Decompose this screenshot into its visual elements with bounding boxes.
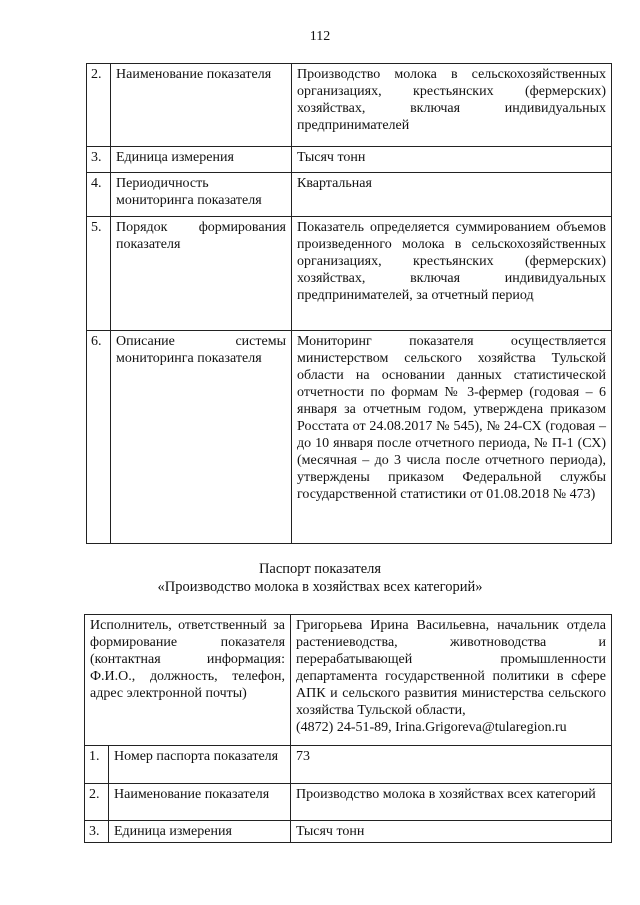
row-value: Тысяч тонн: [291, 821, 612, 843]
executor-info: Григорьева Ирина Васильевна, начальник отдела растениеводства, животноводства и перерабатывающей промышленности департамента государственной политики в сфере АПК и сельского развития министерства сельского хозяйства Тульской области,: [296, 618, 607, 718]
table-row: [87, 147, 612, 173]
executor-value: [291, 615, 612, 746]
passport-subtitle: «Производство молока в хозяйствах всех категорий»: [157, 579, 483, 595]
row-label: Единица измерения: [111, 147, 292, 173]
row-label: Номер паспорта показателя: [109, 746, 291, 784]
table-row: [87, 173, 612, 217]
table-row: [87, 331, 612, 544]
row-number: 5.: [87, 217, 111, 331]
row-number: 2.: [85, 784, 109, 821]
row-number: 1.: [85, 746, 109, 784]
row-label: Единица измерения: [109, 821, 291, 843]
row-label: Описание системы мониторинга показателя: [111, 331, 292, 544]
table-row: [85, 615, 612, 746]
row-value: 73: [291, 746, 612, 784]
passport-table: [84, 614, 612, 843]
row-value: Показатель определяется суммированием объемов произведенного молока в сельскохозяйственных организациях, крестьянских (фермерских) хозяйствах, включая индивидуальных предпринимателей, за отчетный период: [292, 217, 612, 331]
row-label: Наименование показателя: [109, 784, 291, 821]
table-row: [85, 821, 612, 843]
row-value: Производство молока в сельскохозяйственных организациях, крестьянских (фермерских) хозяйствах, включая индивидуальных предпринимателей: [292, 64, 612, 147]
row-number: 3.: [85, 821, 109, 843]
row-number: 2.: [87, 64, 111, 147]
row-value: Тысяч тонн: [292, 147, 612, 173]
row-value: Мониторинг показателя осуществляется министерством сельского хозяйства Тульской области на основании данных статистической отчетности по формам № 3-фермер (годовая – 6 января за отчетным годом, утверждена приказом Росстата от 24.08.2017 № 545), № 24-СХ (годовая – до 10 января после отчетного периода, № П-1 (СХ) (месячная – до 3 числа после отчетного периода), утверждены приказом Федеральной службы государственной статистики от 01.08.2018 № 473): [292, 331, 612, 544]
row-value: Производство молока в хозяйствах всех категорий: [291, 784, 612, 821]
row-value: Квартальная: [292, 173, 612, 217]
row-number: 4.: [87, 173, 111, 217]
row-number: 6.: [87, 331, 111, 544]
row-label: Периодичность мониторинга показателя: [111, 173, 292, 217]
passport-title: Паспорт показателя: [258, 561, 382, 577]
table-row: [87, 217, 612, 331]
table-row: [85, 784, 612, 821]
row-label: Порядок формирования показателя: [111, 217, 292, 331]
row-number: 3.: [87, 147, 111, 173]
row-label: Наименование показателя: [111, 64, 292, 147]
executor-contact: (4872) 24-51-89, Irina.Grigoreva@tularegion.ru: [296, 720, 567, 735]
table-row: [85, 746, 612, 784]
page-number: 112: [309, 29, 331, 44]
executor-label: Исполнитель, ответственный за формирование показателя (контактная информация: Ф.И.О., должность, телефон, адрес электронной почты): [85, 615, 291, 746]
table-row: [87, 64, 612, 147]
indicator-table-top: [86, 63, 612, 544]
